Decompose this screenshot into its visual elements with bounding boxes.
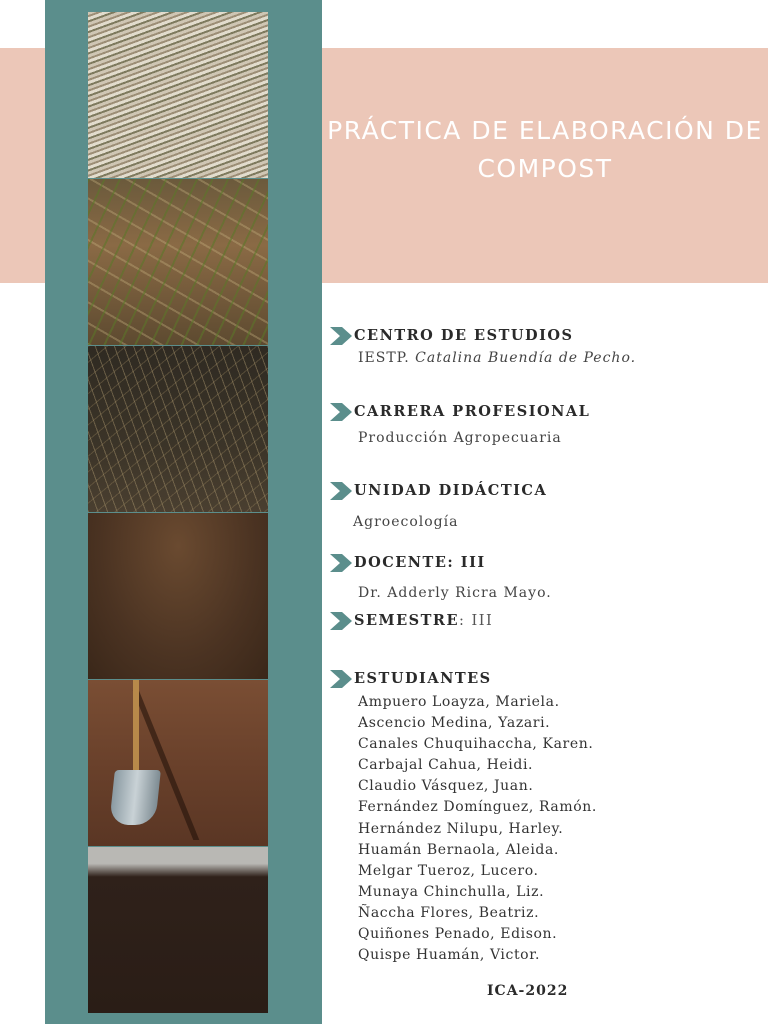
list-item: Ñaccha Flores, Beatriz. [358,904,540,921]
photo-compost-pile [88,513,268,679]
photo-dark-stems [88,346,268,512]
compost-photo-column [88,12,268,1010]
chevron-right-icon [330,327,352,345]
list-item: Carbajal Cahua, Heidi. [358,757,534,774]
list-item: Melgar Tueroz, Lucero. [358,862,539,879]
list-item: Quiñones Penado, Edison. [358,926,558,943]
section-label: SEMESTRE: III [354,612,494,629]
section-value: IESTP. Catalina Buendía de Pecho. [358,350,637,366]
list-item: Huamán Bernaola, Aleida. [358,841,559,858]
chevron-right-icon [330,670,352,688]
list-item: Ampuero Loayza, Mariela. [358,694,560,710]
student-list [358,692,597,966]
section-value: Producción Agropecuaria [358,430,562,446]
section-value: Dr. Adderly Ricra Mayo. [358,585,552,601]
list-item: Ascencio Medina, Yazari. [358,715,551,732]
list-item: Quispe Huamán, Victor. [358,947,541,964]
shovel-icon [109,770,161,825]
section-label: CENTRO DE ESTUDIOS [354,327,574,344]
chevron-right-icon [330,482,352,500]
photo-dry-straw [88,12,268,178]
chevron-right-icon [330,612,352,630]
shovel-handle [133,680,139,775]
photo-finished-compost [88,847,268,1013]
section-label: CARRERA PROFESIONAL [354,403,591,420]
photo-green-residues [88,179,268,345]
chevron-right-icon [330,403,352,421]
list-item: Canales Chuquihaccha, Karen. [358,736,594,753]
list-item: Hernández Nilupu, Harley. [358,820,564,837]
list-item: Munaya Chinchulla, Liz. [358,883,545,900]
shovel-shadow [133,690,260,840]
footer-location-year: ICA-2022 [487,983,569,999]
section-label: UNIDAD DIDÁCTICA [354,482,548,499]
photo-shovel-soil [88,680,268,846]
section-value: Agroecología [353,514,459,530]
section-label: DOCENTE: III [354,554,486,571]
list-item: Fernández Domínguez, Ramón. [358,799,597,816]
chevron-right-icon [330,554,352,572]
section-label: ESTUDIANTES [354,670,492,687]
list-item: Claudio Vásquez, Juan. [358,778,534,795]
page-title: PRÁCTICA DE ELABORACIÓN DE COMPOST [327,116,763,183]
